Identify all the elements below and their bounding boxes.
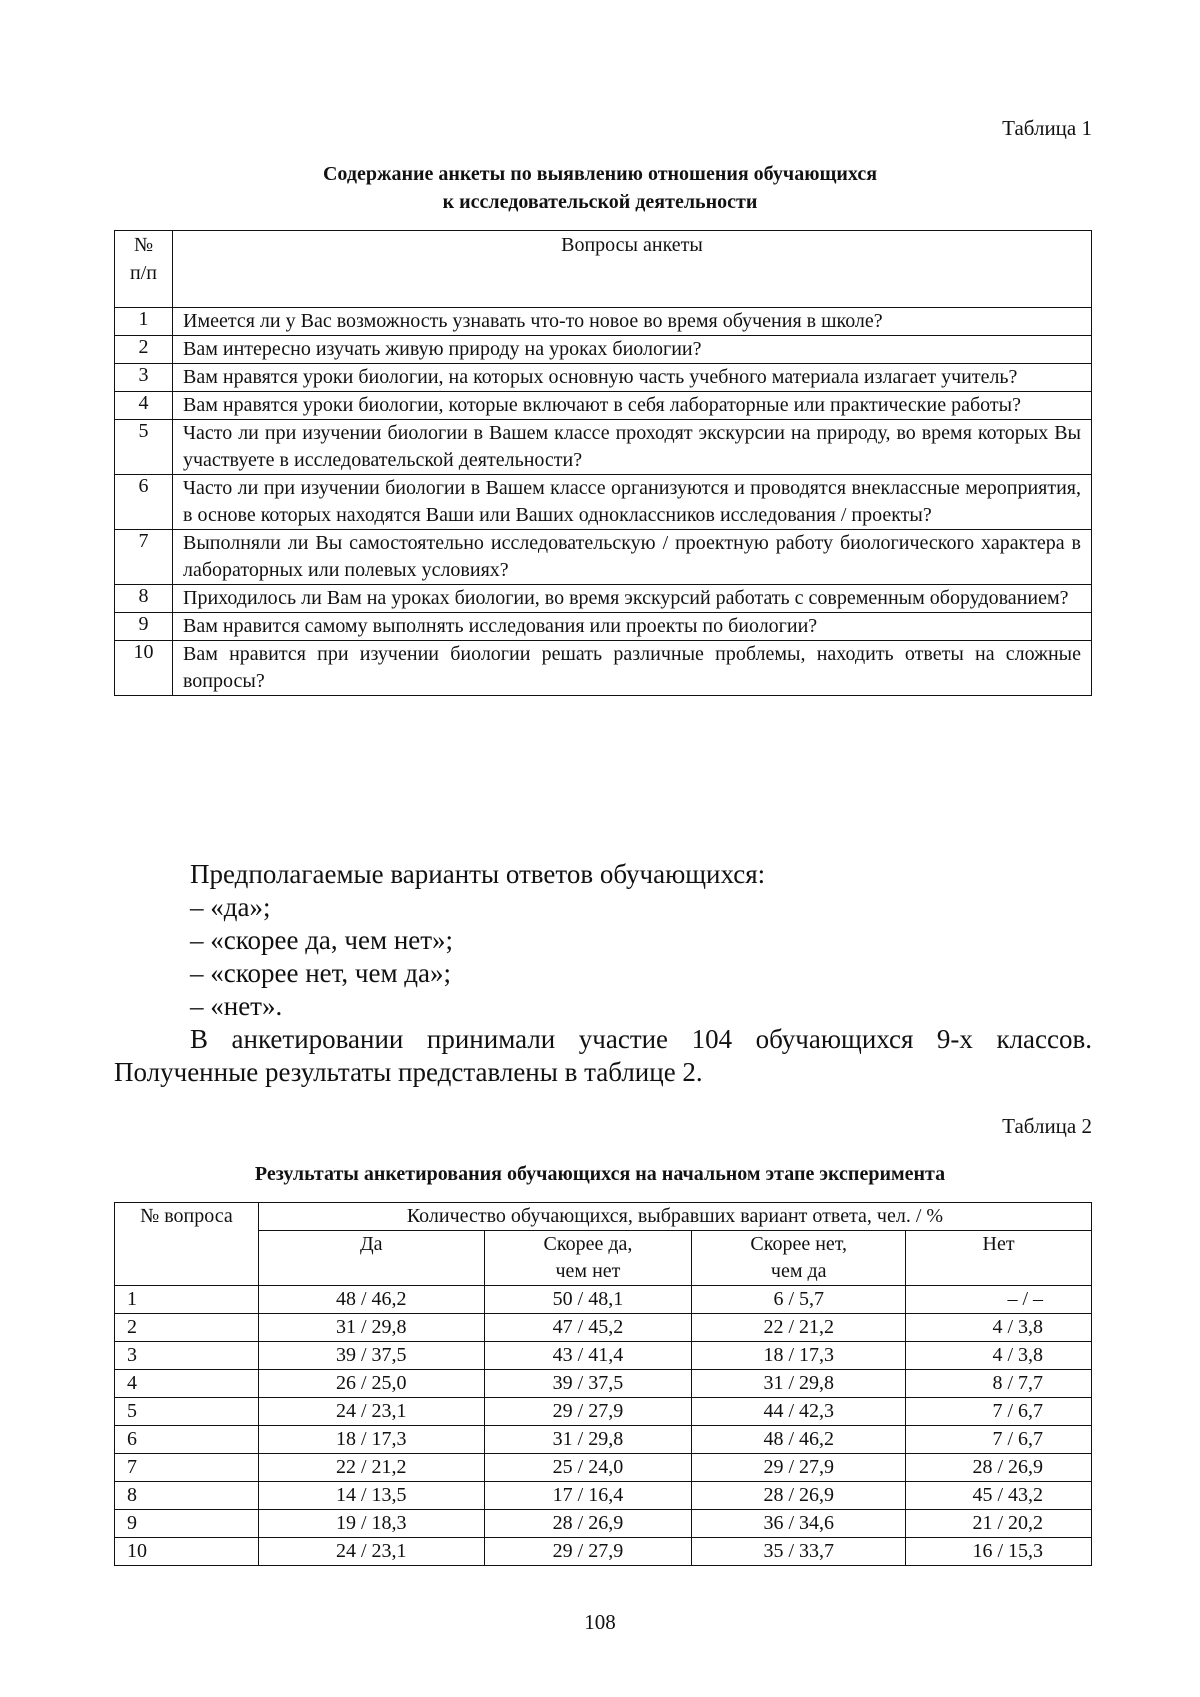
options-intro: Предполагаемые варианты ответов обучающихся: xyxy=(190,859,766,889)
row-number: 2 xyxy=(115,336,173,364)
cell-yes: 39 / 37,5 xyxy=(258,1342,484,1370)
cell-rather-yes: 31 / 29,8 xyxy=(484,1426,692,1454)
cell-yes: 24 / 23,1 xyxy=(258,1538,484,1566)
header-rather-no xyxy=(692,1231,906,1286)
question-text: Вам нравятся уроки биологии, которые включают в себя лабораторные или практические работы? xyxy=(173,392,1092,420)
cell-rather-no: 29 / 27,9 xyxy=(692,1454,906,1482)
cell-q: 8 xyxy=(115,1482,259,1510)
question-text: Вам нравится при изучении биологии решать различные проблемы, находить ответы на сложные вопросы? xyxy=(173,641,1092,696)
header-num-line2: п/п xyxy=(130,262,157,284)
table-row xyxy=(115,1538,1092,1566)
cell-rather-no: 44 / 42,3 xyxy=(692,1398,906,1426)
row-number: 4 xyxy=(115,392,173,420)
option-item: – «да»; xyxy=(190,892,271,922)
cell-rather-yes: 25 / 24,0 xyxy=(484,1454,692,1482)
answer-options-text xyxy=(114,858,1092,1089)
table-row xyxy=(115,613,1092,641)
question-text: Вам нравится самому выполнять исследования или проекты по биологии? xyxy=(173,613,1092,641)
cell-rather-no: 31 / 29,8 xyxy=(692,1370,906,1398)
cell-no: 4 / 3,8 xyxy=(906,1314,1092,1342)
table1-title-line1: Содержание анкеты по выявлению отношения обучающихся xyxy=(322,163,878,185)
table1-title-line2: к исследовательской деятельности xyxy=(442,191,758,213)
table2-header-row xyxy=(115,1203,1092,1231)
question-text: Часто ли при изучении биологии в Вашем классе организуются и проводятся внеклассные мероприятия, в основе которых находятся Ваши или Ваших одноклассников исследования / проекты? xyxy=(173,475,1092,530)
cell-no: – / – xyxy=(906,1286,1092,1314)
cell-no: 16 / 15,3 xyxy=(906,1538,1092,1566)
page-number: 108 xyxy=(584,1610,616,1634)
cell-no: 8 / 7,7 xyxy=(906,1370,1092,1398)
table1-header-num xyxy=(115,231,173,308)
cell-yes: 14 / 13,5 xyxy=(258,1482,484,1510)
row-number: 9 xyxy=(115,613,173,641)
cell-yes: 19 / 18,3 xyxy=(258,1510,484,1538)
cell-rather-yes: 43 / 41,4 xyxy=(484,1342,692,1370)
cell-q: 4 xyxy=(115,1370,259,1398)
table-row xyxy=(115,336,1092,364)
table-row xyxy=(115,308,1092,336)
cell-yes: 26 / 25,0 xyxy=(258,1370,484,1398)
cell-rather-no: 6 / 5,7 xyxy=(692,1286,906,1314)
table-row xyxy=(115,1342,1092,1370)
cell-no: 21 / 20,2 xyxy=(906,1510,1092,1538)
row-number: 10 xyxy=(115,641,173,696)
cell-rather-no: 18 / 17,3 xyxy=(692,1342,906,1370)
table-row xyxy=(115,1314,1092,1342)
header-rather-yes-line1: Скорее да, xyxy=(543,1233,633,1255)
table1-header-questions: Вопросы анкеты xyxy=(173,231,1092,308)
questionnaire-table xyxy=(114,230,1092,696)
table1-header-row xyxy=(115,231,1092,308)
cell-rather-no: 35 / 33,7 xyxy=(692,1538,906,1566)
question-text: Приходилось ли Вам на уроках биологии, во время экскурсий работать с современным оборудованием? xyxy=(173,585,1092,613)
question-text: Часто ли при изучении биологии в Вашем классе проходят экскурсии на природу, во время которых Вы участвуете в исследовательской деятельности? xyxy=(173,420,1092,475)
table-row xyxy=(115,364,1092,392)
option-item: – «скорее нет, чем да»; xyxy=(190,958,452,988)
cell-rather-yes: 28 / 26,9 xyxy=(484,1510,692,1538)
header-no: Нет xyxy=(906,1231,1092,1286)
cell-rather-no: 48 / 46,2 xyxy=(692,1426,906,1454)
table2-title: Результаты анкетирования обучающихся на начальном этапе эксперимента xyxy=(254,1163,946,1185)
table-row xyxy=(115,585,1092,613)
header-rather-no-line2: чем да xyxy=(770,1260,827,1282)
table-row xyxy=(115,1370,1092,1398)
header-num-line1: № xyxy=(133,234,154,256)
cell-yes: 24 / 23,1 xyxy=(258,1398,484,1426)
cell-rather-no: 22 / 21,2 xyxy=(692,1314,906,1342)
cell-q: 1 xyxy=(115,1286,259,1314)
cell-yes: 31 / 29,8 xyxy=(258,1314,484,1342)
cell-q: 3 xyxy=(115,1342,259,1370)
table-row xyxy=(115,641,1092,696)
table1-label: Таблица 1 xyxy=(1002,116,1092,140)
header-yes: Да xyxy=(258,1231,484,1286)
table-row xyxy=(115,1286,1092,1314)
survey-paragraph: В анкетировании принимали участие 104 обучающихся 9-х классов. Полученные результаты представлены в таблице 2. xyxy=(114,1024,1092,1087)
row-number: 8 xyxy=(115,585,173,613)
results-table xyxy=(114,1202,1092,1566)
cell-q: 2 xyxy=(115,1314,259,1342)
cell-yes: 18 / 17,3 xyxy=(258,1426,484,1454)
cell-rather-no: 28 / 26,9 xyxy=(692,1482,906,1510)
cell-q: 7 xyxy=(115,1454,259,1482)
table-row xyxy=(115,1454,1092,1482)
cell-no: 45 / 43,2 xyxy=(906,1482,1092,1510)
cell-rather-yes: 47 / 45,2 xyxy=(484,1314,692,1342)
cell-rather-yes: 29 / 27,9 xyxy=(484,1398,692,1426)
cell-q: 6 xyxy=(115,1426,259,1454)
row-number: 6 xyxy=(115,475,173,530)
option-item: – «скорее да, чем нет»; xyxy=(190,925,454,955)
row-number: 7 xyxy=(115,530,173,585)
cell-q: 9 xyxy=(115,1510,259,1538)
table-row xyxy=(115,420,1092,475)
cell-no: 4 / 3,8 xyxy=(906,1342,1092,1370)
question-text: Вам интересно изучать живую природу на уроках биологии? xyxy=(173,336,1092,364)
header-rather-yes xyxy=(484,1231,692,1286)
question-text: Имеется ли у Вас возможность узнавать что-то новое во время обучения в школе? xyxy=(173,308,1092,336)
header-answer-group: Количество обучающихся, выбравших вариант ответа, чел. / % xyxy=(258,1203,1091,1231)
table-row xyxy=(115,530,1092,585)
table2-label: Таблица 2 xyxy=(1002,1114,1092,1138)
table-row xyxy=(115,1398,1092,1426)
table-row xyxy=(115,475,1092,530)
cell-rather-yes: 50 / 48,1 xyxy=(484,1286,692,1314)
table-row xyxy=(115,1426,1092,1454)
row-number: 5 xyxy=(115,420,173,475)
cell-rather-yes: 39 / 37,5 xyxy=(484,1370,692,1398)
header-rather-no-line1: Скорее нет, xyxy=(750,1233,848,1255)
cell-q: 5 xyxy=(115,1398,259,1426)
question-text: Вам нравятся уроки биологии, на которых основную часть учебного материала излагает учитель? xyxy=(173,364,1092,392)
cell-yes: 48 / 46,2 xyxy=(258,1286,484,1314)
option-item: – «нет». xyxy=(190,991,283,1021)
cell-rather-yes: 17 / 16,4 xyxy=(484,1482,692,1510)
cell-no: 7 / 6,7 xyxy=(906,1426,1092,1454)
table-row xyxy=(115,1510,1092,1538)
table-row xyxy=(115,1482,1092,1510)
question-text: Выполняли ли Вы самостоятельно исследовательскую / проектную работу биологического характера в лабораторных или полевых условиях? xyxy=(173,530,1092,585)
cell-yes: 22 / 21,2 xyxy=(258,1454,484,1482)
header-rather-yes-line2: чем нет xyxy=(555,1260,621,1282)
row-number: 3 xyxy=(115,364,173,392)
table1-title xyxy=(0,160,1200,216)
cell-q: 10 xyxy=(115,1538,259,1566)
table-row xyxy=(115,392,1092,420)
cell-rather-yes: 29 / 27,9 xyxy=(484,1538,692,1566)
cell-no: 28 / 26,9 xyxy=(906,1454,1092,1482)
cell-no: 7 / 6,7 xyxy=(906,1398,1092,1426)
header-question-number: № вопроса xyxy=(115,1203,259,1286)
cell-rather-no: 36 / 34,6 xyxy=(692,1510,906,1538)
row-number: 1 xyxy=(115,308,173,336)
